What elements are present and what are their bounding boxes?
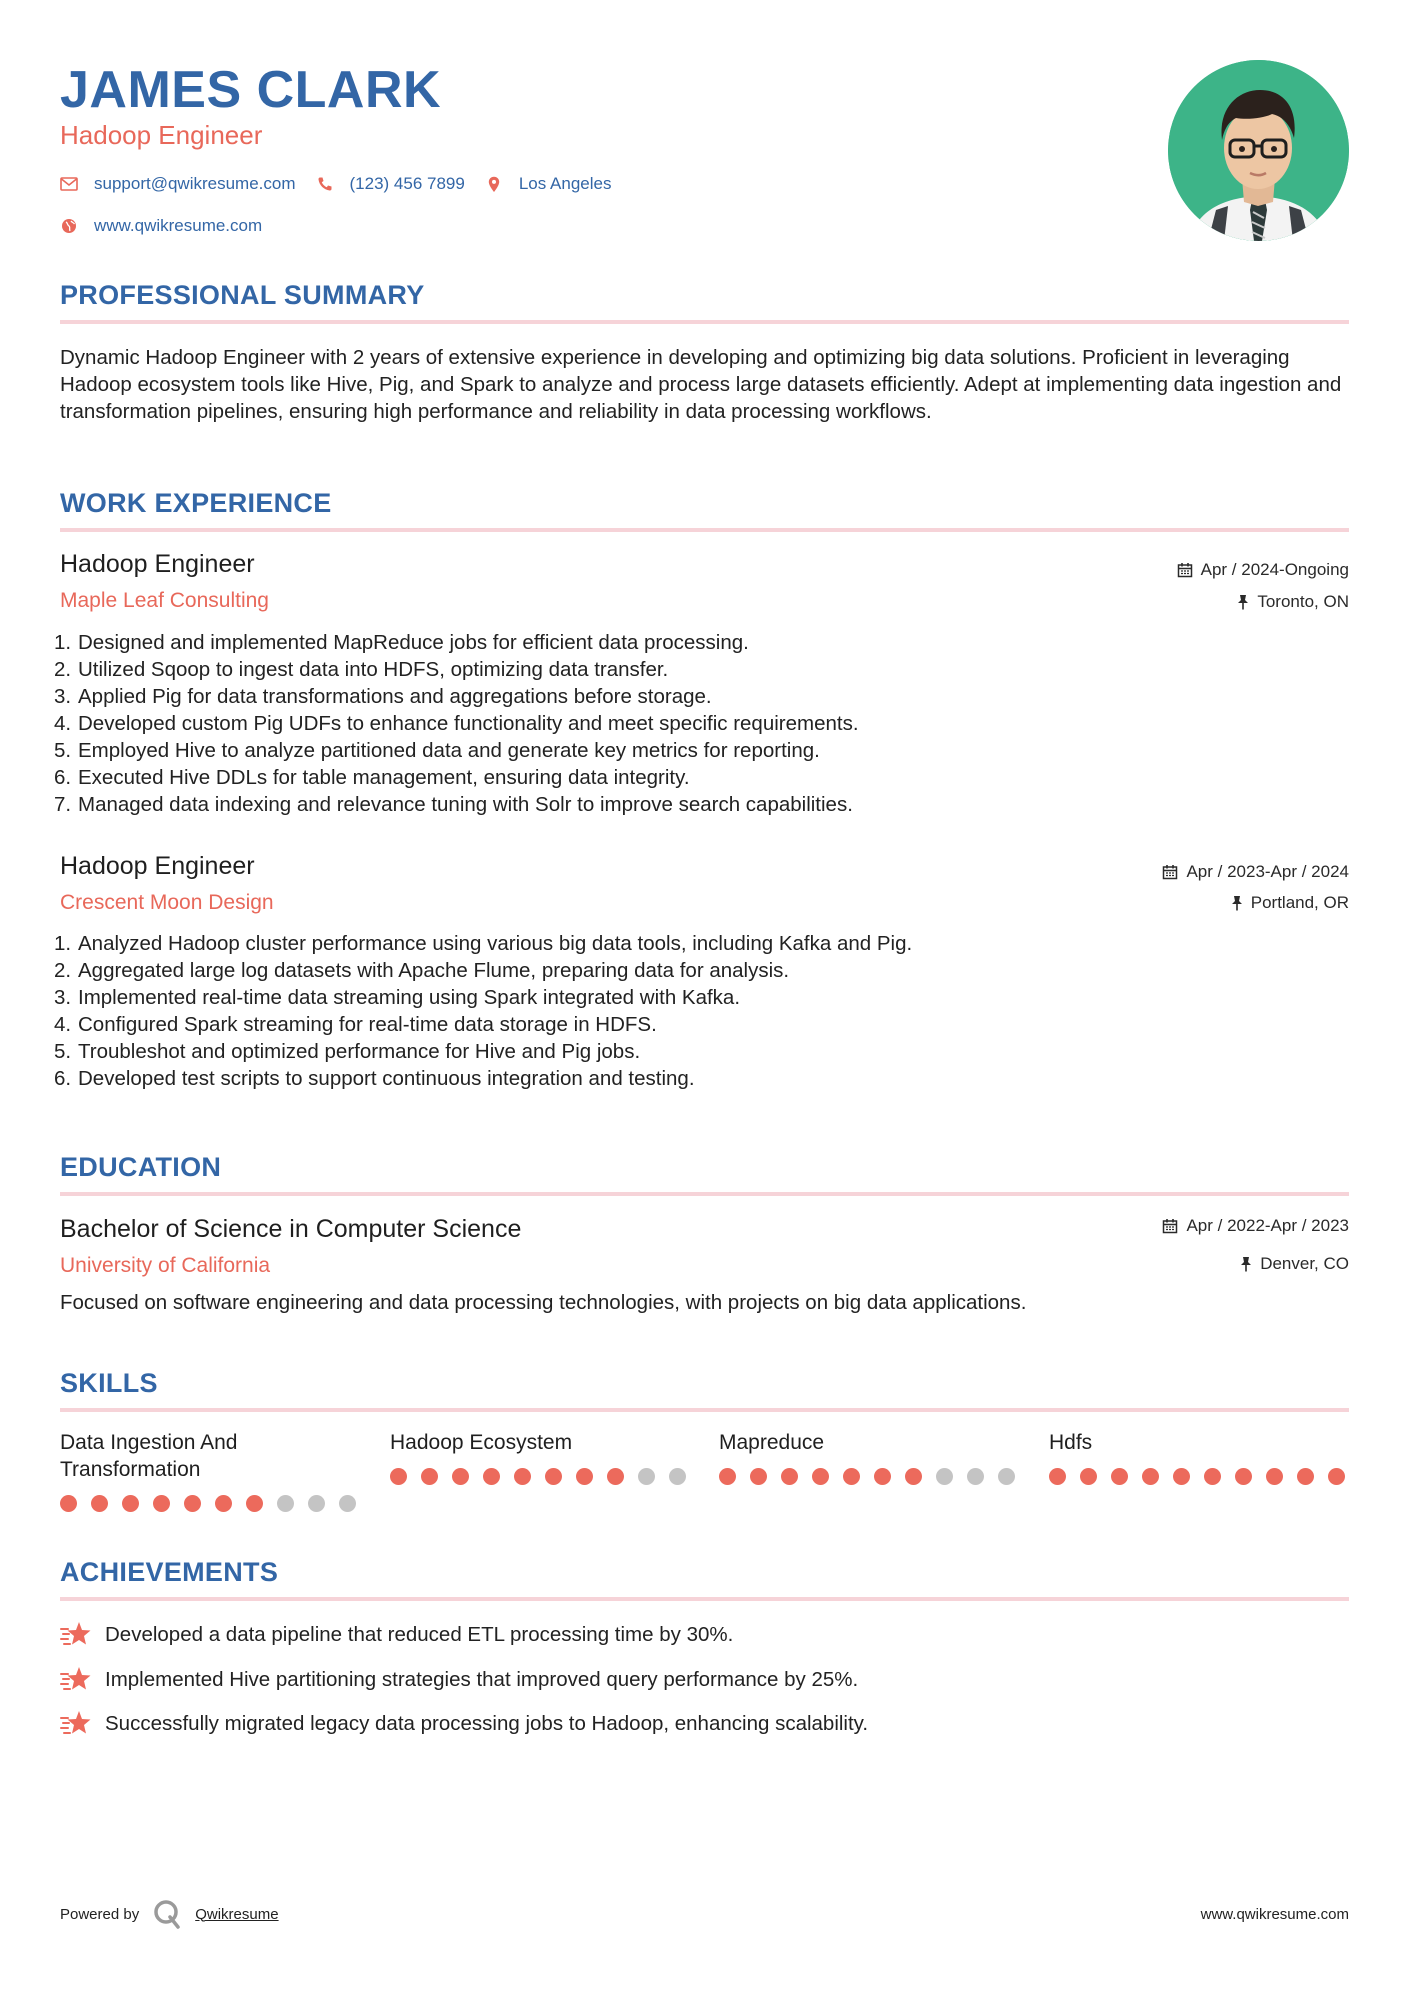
achievement-item — [60, 1620, 733, 1648]
skill-rating — [390, 1468, 690, 1485]
skill-item — [390, 1429, 690, 1485]
rating-dot-empty — [669, 1468, 686, 1485]
map-pin-icon — [485, 175, 503, 193]
job-company: Crescent Moon Design — [60, 891, 274, 914]
skill-item — [60, 1429, 360, 1512]
skill-rating — [719, 1468, 1019, 1485]
rating-dot-filled — [750, 1468, 767, 1485]
job-title: Hadoop Engineer — [60, 852, 255, 880]
skill-rating — [1049, 1468, 1349, 1485]
experience-heading: WORK EXPERIENCE — [60, 488, 332, 518]
education-dates — [1162, 1215, 1349, 1237]
rating-dot-filled — [781, 1468, 798, 1485]
profile-photo — [1168, 60, 1349, 241]
rating-dot-empty — [936, 1468, 953, 1485]
education-location — [1240, 1253, 1349, 1275]
contact-website[interactable] — [60, 214, 262, 238]
list-item: 6. Executed Hive DDLs for table management, ensuring data integrity. — [54, 766, 690, 789]
degree-title: Bachelor of Science in Computer Science — [60, 1215, 522, 1243]
contact-email[interactable] — [60, 172, 296, 196]
rating-dot-filled — [607, 1468, 624, 1485]
education-heading: EDUCATION — [60, 1152, 222, 1182]
phone-text[interactable]: (123) 456 7899 — [349, 174, 465, 193]
job-dates — [1162, 861, 1349, 883]
calendar-icon — [1177, 562, 1193, 578]
contact-row — [60, 172, 631, 196]
skill-item — [719, 1429, 1019, 1485]
rating-dot-empty — [277, 1495, 294, 1512]
list-item: 2. Utilized Sqoop to ingest data into HDFS, optimizing data transfer. — [54, 658, 669, 681]
pushpin-icon — [1240, 1256, 1252, 1272]
job-company: Maple Leaf Consulting — [60, 589, 269, 612]
rating-dot-filled — [122, 1495, 139, 1512]
list-item: 2. Aggregated large log datasets with Apache Flume, preparing data for analysis. — [54, 959, 790, 982]
skill-name: Hadoop Ecosystem — [390, 1431, 573, 1454]
skill-name: Mapreduce — [719, 1431, 825, 1454]
star-icon — [60, 1665, 92, 1693]
pushpin-icon — [1237, 594, 1249, 610]
rating-dot-empty — [339, 1495, 356, 1512]
list-item: 5. Troubleshot and optimized performance for Hive and Pig jobs. — [54, 1040, 641, 1063]
footer-powered-by — [60, 1899, 279, 1929]
rating-dot-filled — [60, 1495, 77, 1512]
section-divider — [60, 1192, 1349, 1196]
education-dates-text: Apr / 2022-Apr / 2023 — [1186, 1216, 1349, 1235]
job-bullets — [54, 629, 1344, 818]
rating-dot-filled — [421, 1468, 438, 1485]
qwikresume-link[interactable]: Qwikresume — [195, 1905, 279, 1923]
section-divider — [60, 1408, 1349, 1412]
rating-dot-filled — [1266, 1468, 1283, 1485]
star-icon — [60, 1620, 92, 1648]
rating-dot-filled — [246, 1495, 263, 1512]
rating-dot-filled — [843, 1468, 860, 1485]
email-text[interactable]: support@qwikresume.com — [94, 174, 296, 193]
contact-row-2 — [60, 214, 282, 238]
skills-heading: SKILLS — [60, 1368, 158, 1398]
summary-text: Dynamic Hadoop Engineer with 2 years of extensive experience in developing and optimizing big data solutions. Proficient in leveraging Hadoop ecosystem tools like Hive, Pig, and Spark to analyze and process large datasets efficiently. Adept at implementing data ingestion and transformation pipelines, ensuring high performance and reliability in data processing workflows. — [60, 346, 1342, 423]
powered-by-label: Powered by — [60, 1905, 140, 1923]
section-divider — [60, 528, 1349, 532]
list-item: 4. Developed custom Pig UDFs to enhance functionality and meet specific requirements. — [54, 712, 859, 735]
rating-dot-filled — [452, 1468, 469, 1485]
avatar-illustration — [1168, 60, 1349, 241]
skill-name: Data Ingestion And Transformation — [60, 1431, 238, 1481]
list-item: 1. Analyzed Hadoop cluster performance using various big data tools, including Kafka and Pig. — [54, 932, 913, 955]
rating-dot-filled — [719, 1468, 736, 1485]
list-item: 7. Managed data indexing and relevance tuning with Solr to improve search capabilities. — [54, 793, 853, 816]
rating-dot-filled — [514, 1468, 531, 1485]
qwikresume-logo-icon — [153, 1899, 181, 1929]
list-item: 6. Developed test scripts to support continuous integration and testing. — [54, 1067, 695, 1090]
section-divider — [60, 1597, 1349, 1601]
rating-dot-empty — [998, 1468, 1015, 1485]
rating-dot-filled — [1142, 1468, 1159, 1485]
rating-dot-filled — [1204, 1468, 1221, 1485]
list-item: 1. Designed and implemented MapReduce jobs for efficient data processing. — [54, 631, 749, 654]
rating-dot-filled — [545, 1468, 562, 1485]
rating-dot-empty — [308, 1495, 325, 1512]
location-text: Los Angeles — [518, 174, 612, 193]
job-title: Hadoop Engineer — [60, 550, 255, 578]
footer-url[interactable]: www.qwikresume.com — [1200, 1906, 1349, 1923]
rating-dot-filled — [1235, 1468, 1252, 1485]
rating-dot-filled — [483, 1468, 500, 1485]
rating-dot-empty — [638, 1468, 655, 1485]
candidate-name: JAMES CLARK — [60, 61, 442, 119]
job-location-text: Toronto, ON — [1257, 592, 1349, 611]
contact-phone[interactable] — [316, 172, 465, 196]
job-location — [1237, 591, 1349, 613]
achievement-item — [60, 1709, 868, 1737]
job-location — [1231, 892, 1349, 914]
rating-dot-filled — [1328, 1468, 1345, 1485]
job-dates-text: Apr / 2024-Ongoing — [1200, 560, 1349, 579]
education-description: Focused on software engineering and data processing technologies, with projects on big data applications. — [60, 1291, 1027, 1314]
list-item: 3. Implemented real-time data streaming using Spark integrated with Kafka. — [54, 986, 741, 1009]
achievement-text: Implemented Hive partitioning strategies that improved query performance by 25%. — [105, 1667, 859, 1691]
school-name: University of California — [60, 1254, 271, 1277]
rating-dot-filled — [1080, 1468, 1097, 1485]
rating-dot-filled — [215, 1495, 232, 1512]
list-item: 4. Configured Spark streaming for real-time data storage in HDFS. — [54, 1013, 657, 1036]
achievements-heading: ACHIEVEMENTS — [60, 1557, 279, 1587]
rating-dot-empty — [967, 1468, 984, 1485]
rating-dot-filled — [576, 1468, 593, 1485]
rating-dot-filled — [1049, 1468, 1066, 1485]
education-location-text: Denver, CO — [1260, 1254, 1349, 1273]
rating-dot-filled — [1111, 1468, 1128, 1485]
achievement-text: Successfully migrated legacy data processing jobs to Hadoop, enhancing scalability. — [105, 1711, 869, 1735]
list-item: 5. Employed Hive to analyze partitioned data and generate key metrics for reporting. — [54, 739, 820, 762]
job-dates-text: Apr / 2023-Apr / 2024 — [1186, 862, 1349, 881]
envelope-icon — [60, 175, 78, 193]
star-icon — [60, 1709, 92, 1737]
globe-icon — [60, 217, 78, 235]
section-divider — [60, 320, 1349, 324]
rating-dot-filled — [390, 1468, 407, 1485]
rating-dot-filled — [153, 1495, 170, 1512]
website-text[interactable]: www.qwikresume.com — [94, 216, 263, 235]
rating-dot-filled — [184, 1495, 201, 1512]
summary-heading: PROFESSIONAL SUMMARY — [60, 280, 425, 310]
candidate-role: Hadoop Engineer — [60, 120, 263, 150]
job-bullets — [54, 930, 1344, 1092]
achievement-text: Developed a data pipeline that reduced ETL processing time by 30%. — [105, 1622, 734, 1646]
calendar-icon — [1162, 1218, 1178, 1234]
rating-dot-filled — [91, 1495, 108, 1512]
list-item: 3. Applied Pig for data transformations and aggregations before storage. — [54, 685, 712, 708]
rating-dot-filled — [812, 1468, 829, 1485]
rating-dot-filled — [1173, 1468, 1190, 1485]
job-dates — [1177, 559, 1349, 581]
pushpin-icon — [1231, 895, 1243, 911]
achievement-item — [60, 1665, 858, 1693]
job-location-text: Portland, OR — [1250, 893, 1349, 912]
skill-rating — [60, 1495, 360, 1512]
rating-dot-filled — [1297, 1468, 1314, 1485]
contact-location — [485, 172, 612, 196]
rating-dot-filled — [874, 1468, 891, 1485]
skill-name: Hdfs — [1049, 1431, 1093, 1454]
skill-item — [1049, 1429, 1349, 1485]
calendar-icon — [1162, 864, 1178, 880]
rating-dot-filled — [905, 1468, 922, 1485]
phone-icon — [316, 175, 334, 193]
